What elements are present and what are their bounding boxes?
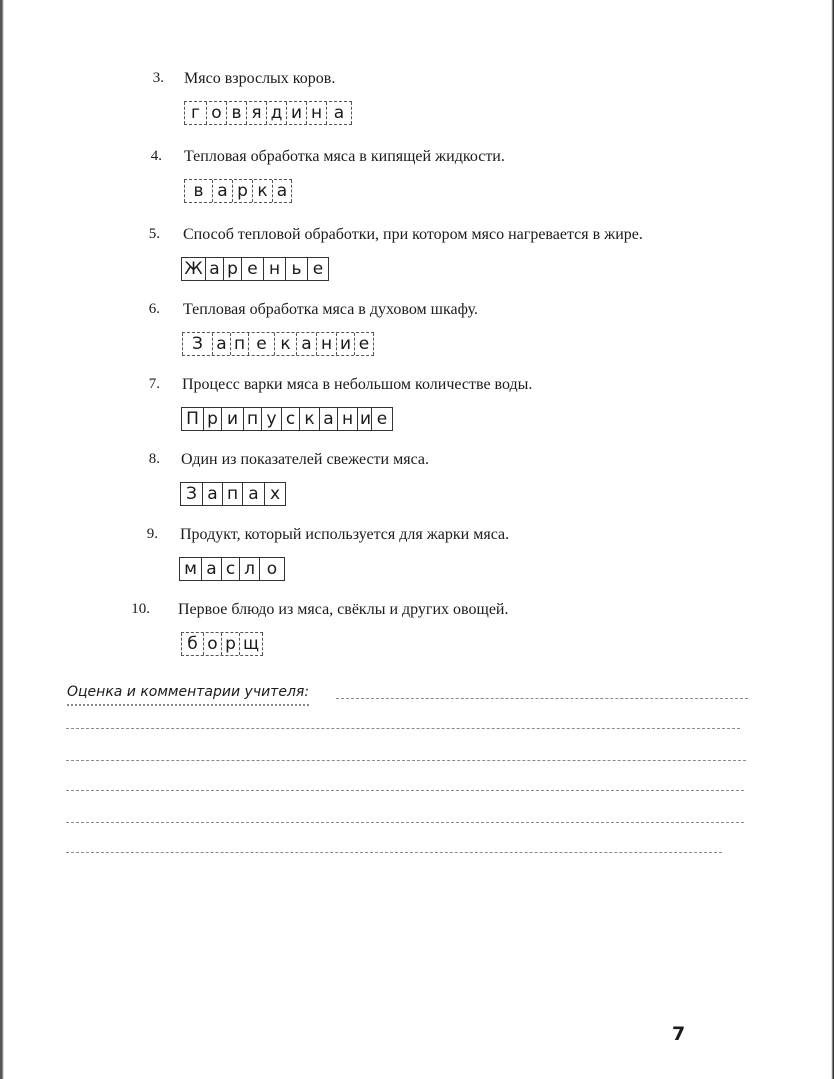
letter-cell: х [264, 483, 286, 505]
question-number: 8. [148, 451, 160, 467]
letter-cell: о [203, 633, 221, 655]
letter-cell: е [354, 333, 374, 355]
letter-cell: л [239, 558, 259, 580]
letter-cell: с [281, 408, 299, 430]
comment-line[interactable] [66, 728, 740, 729]
question-number: 3. [152, 70, 164, 86]
letter-cell: а [212, 333, 230, 355]
letter-cell: а [205, 258, 223, 280]
letter-cell: в [184, 180, 212, 202]
letter-cell: щ [239, 633, 263, 655]
letter-cell: р [223, 258, 241, 280]
letter-cell: п [230, 333, 248, 355]
letter-cell: н [263, 258, 285, 280]
question-number: 7. [148, 376, 160, 392]
letter-cell: е [307, 258, 329, 280]
letter-cell: н [306, 102, 326, 124]
letter-cell: е [371, 408, 393, 430]
letter-cell: у [261, 408, 281, 430]
letter-cell: г [184, 102, 206, 124]
letter-cell: а [212, 180, 232, 202]
question-text: Процесс варки мяса в небольшом количестве воды. [182, 376, 533, 393]
letter-cell: к [299, 408, 319, 430]
letter-cell: п [243, 408, 261, 430]
letter-cell: р [203, 408, 221, 430]
letter-cell: и [221, 408, 243, 430]
letter-cell: а [202, 483, 222, 505]
letter-cell: р [221, 633, 239, 655]
letter-cell: д [266, 102, 286, 124]
letter-cell: и [336, 333, 354, 355]
letter-cell: п [222, 483, 242, 505]
letter-cell: З [180, 483, 202, 505]
letter-cell: б [181, 633, 203, 655]
comment-line[interactable] [66, 822, 744, 823]
comment-line[interactable] [336, 698, 748, 699]
answer-boxes [179, 557, 285, 581]
question-number: 10. [131, 601, 150, 617]
letter-cell: м [179, 558, 201, 580]
question-number: 4. [150, 148, 162, 164]
comment-line[interactable] [66, 790, 744, 791]
letter-cell: Ж [181, 258, 205, 280]
letter-cell: е [248, 333, 274, 355]
answer-boxes [181, 257, 329, 281]
page-number: 7 [672, 1023, 686, 1045]
letter-cell: н [337, 408, 357, 430]
letter-cell: а [242, 483, 264, 505]
letter-cell: к [274, 333, 296, 355]
question-text: Способ тепловой обработки, при котором мясо нагревается в жире. [183, 226, 643, 243]
letter-cell: и [286, 102, 306, 124]
question-text: Тепловая обработка мяса в кипящей жидкости. [184, 148, 505, 165]
question-number: 9. [146, 526, 158, 542]
letter-cell: с [221, 558, 239, 580]
question-text: Тепловая обработка мяса в духовом шкафу. [183, 301, 478, 318]
letter-cell: о [259, 558, 285, 580]
letter-cell: о [206, 102, 226, 124]
letter-cell: П [181, 408, 203, 430]
letter-cell: а [272, 180, 292, 202]
answer-boxes [184, 101, 352, 125]
letter-cell: р [232, 180, 252, 202]
answer-boxes [180, 482, 286, 506]
letter-cell: а [201, 558, 221, 580]
question-text: Мясо взрослых коров. [184, 70, 336, 87]
letter-cell: я [246, 102, 266, 124]
question-text: Продукт, который используется для жарки мяса. [180, 526, 510, 543]
answer-boxes [181, 407, 393, 431]
letter-cell: а [319, 408, 337, 430]
letter-cell: а [326, 102, 352, 124]
teacher-comments-label: Оценка и комментарии учителя: [67, 684, 310, 700]
question-text: Один из показателей свежести мяса. [181, 451, 429, 468]
letter-cell: ь [285, 258, 307, 280]
question-text: Первое блюдо из мяса, свёклы и других овощей. [178, 601, 509, 618]
answer-boxes [181, 632, 263, 656]
letter-cell: е [241, 258, 263, 280]
letter-cell: а [296, 333, 316, 355]
letter-cell: н [316, 333, 336, 355]
comment-line[interactable] [66, 760, 746, 761]
letter-cell: к [252, 180, 272, 202]
letter-cell: в [226, 102, 246, 124]
letter-cell: и [357, 408, 371, 430]
question-number: 6. [148, 301, 160, 317]
answer-boxes [182, 332, 374, 356]
question-number: 5. [148, 226, 160, 242]
letter-cell: З [182, 333, 212, 355]
answer-boxes [184, 179, 292, 203]
comment-line[interactable] [66, 852, 722, 853]
